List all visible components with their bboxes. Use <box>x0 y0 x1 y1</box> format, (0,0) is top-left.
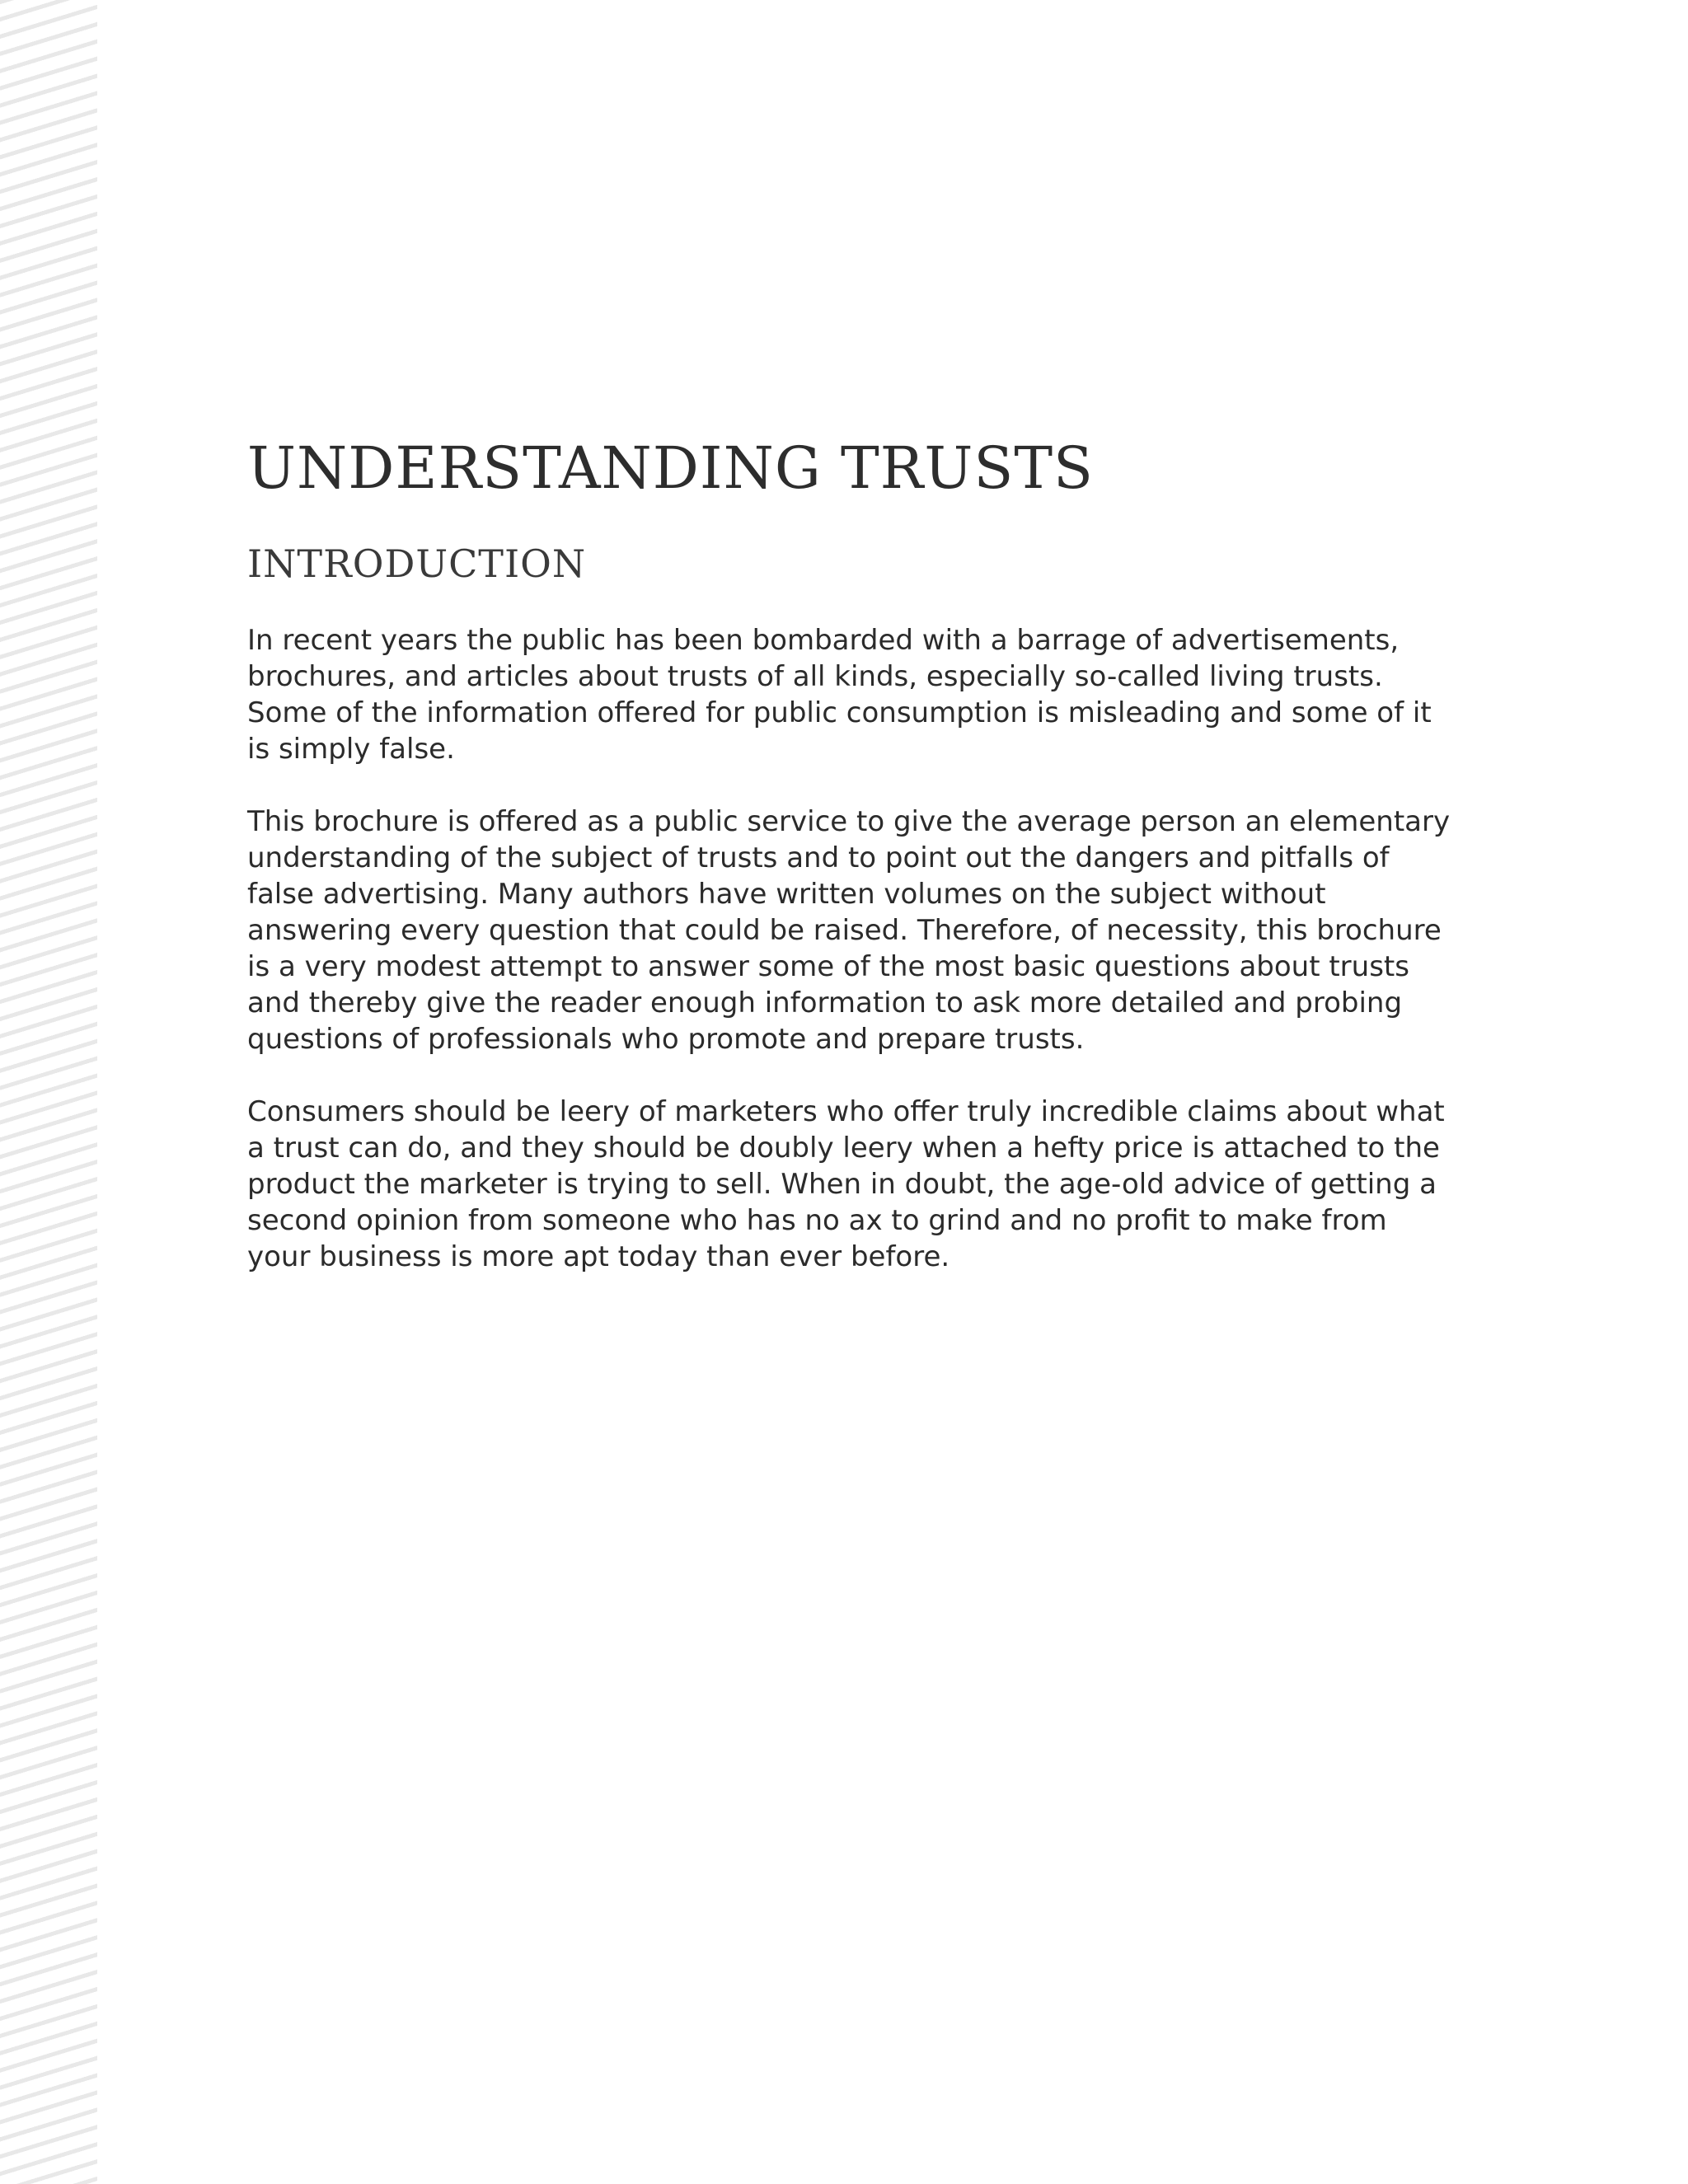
intro-paragraph-3: Consumers should be leery of marketers who offer truly incredible claims about what a trust can do, and they should be doubly leery when a hefty price is attached to the product the marketer is trying to sell. When in doubt, the age-old advice of getting a second opinion from someone who has no ax to grind and no profit to make from your business is more apt today than ever before. <box>247 1095 1445 1273</box>
document-body <box>247 434 1451 1311</box>
page-title: UNDERSTANDING TRUSTS <box>247 434 1094 502</box>
decorative-stripe-band <box>0 0 97 2184</box>
intro-paragraph-1: In recent years the public has been bombarded with a barrage of advertisements, brochures, and articles about trusts of all kinds, especially so-called living trusts. Some of the information offered for public consumption is misleading and some of it is simply false. <box>247 624 1432 766</box>
intro-paragraph-2: This brochure is offered as a public service to give the average person an elementary understanding of the subject of trusts and to point out the dangers and pitfalls of false advertising. Many authors have written volumes on the subject without answering every question that could be raised. Therefore, of necessity, this brochure is a very modest attempt to answer some of the most basic questions about trusts and thereby give the reader enough information to ask more detailed and probing questions of professionals who promote and prepare trusts. <box>247 805 1451 1056</box>
section-heading-introduction: INTRODUCTION <box>247 541 587 586</box>
